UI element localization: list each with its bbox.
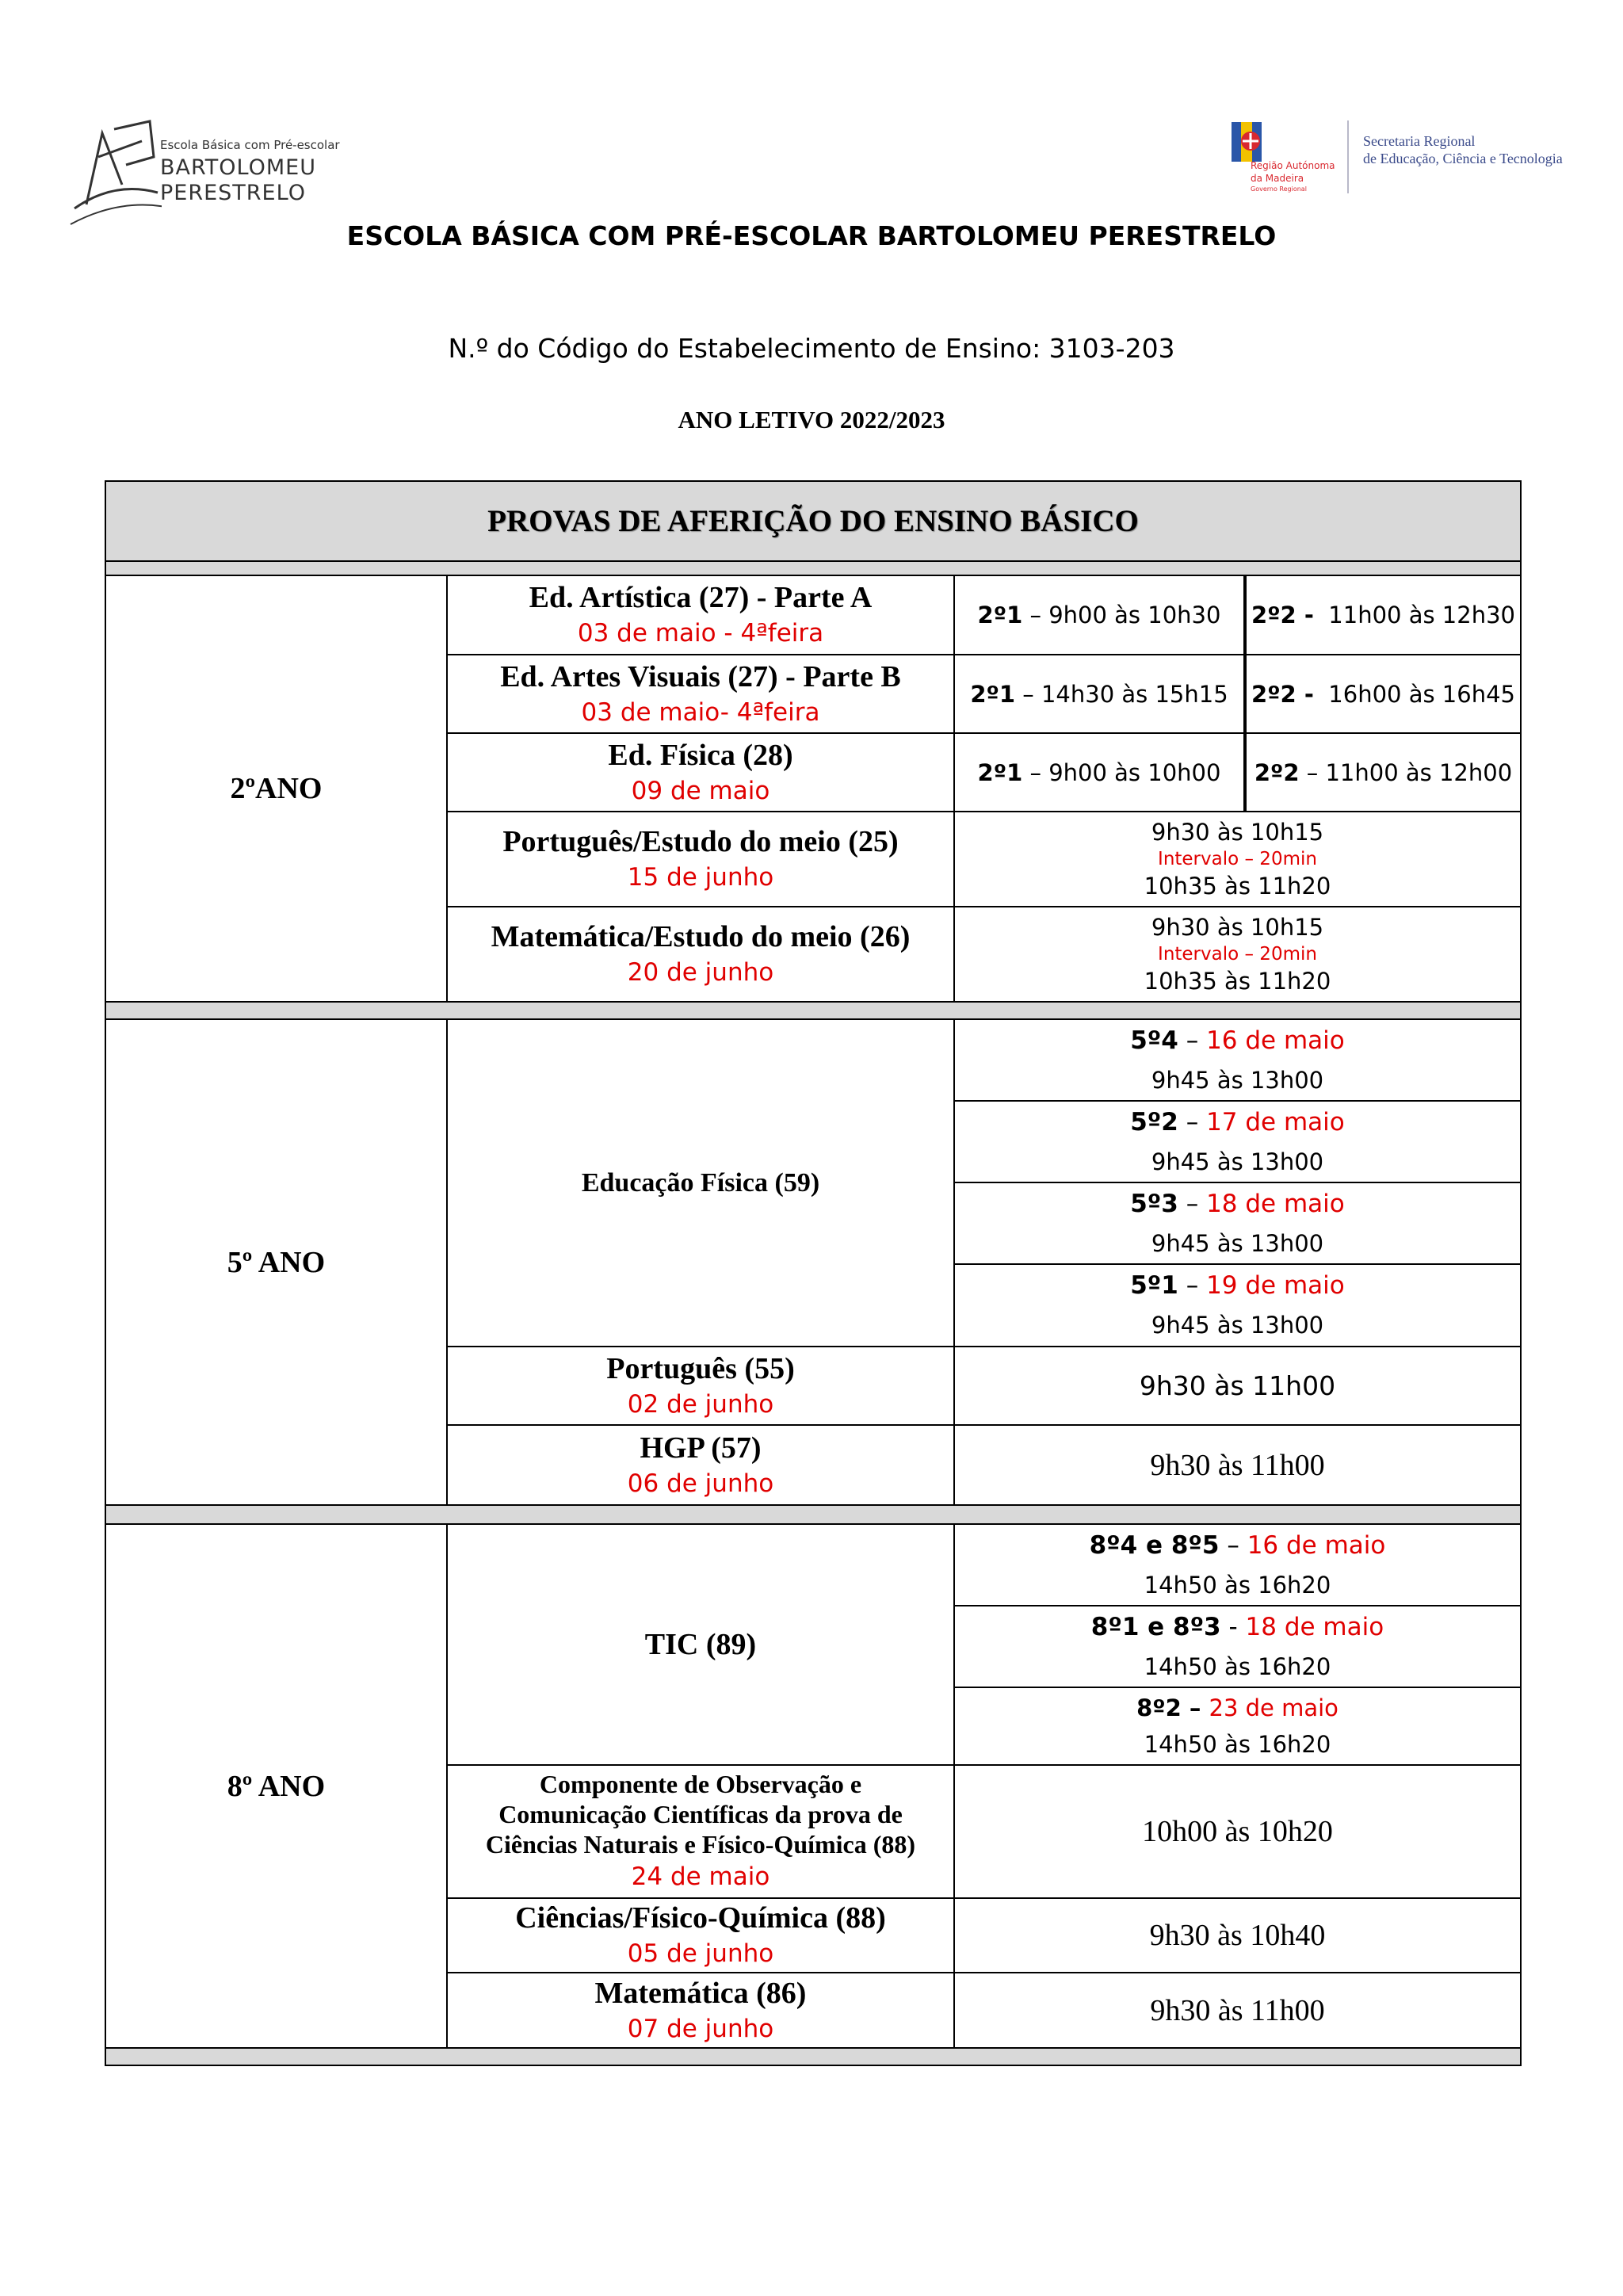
row-componente-observacao <box>448 1766 953 1897</box>
time-second: 10h35 às 11h20 <box>1144 873 1331 900</box>
interval-label: Intervalo – 20min <box>1158 849 1317 869</box>
region-logo-line2: da Madeira <box>1251 173 1304 184</box>
separator-band <box>105 562 1521 575</box>
time-first: 9h30 às 10h15 <box>1151 914 1324 941</box>
interval-label: Intervalo – 20min <box>1158 944 1317 965</box>
slot-date: 17 de maio <box>1206 1107 1345 1137</box>
subject-line: Ciências Naturais e Físico-Química (88) <box>485 1830 916 1859</box>
row-ed-artes-visuais <box>448 655 953 732</box>
class-label: 8º2 <box>1136 1694 1182 1721</box>
separator-band <box>105 1002 1521 1019</box>
subject-name: Matemática/Estudo do meio (26) <box>491 920 911 953</box>
subject-date: 05 de junho <box>627 1939 774 1968</box>
time-block <box>955 907 1520 1001</box>
slot-time: – 11h00 às 12h00 <box>1299 758 1513 786</box>
class-label: 5º4 <box>1130 1026 1178 1055</box>
subject-date: 03 de maio - 4ªfeira <box>577 619 824 648</box>
time-slot <box>955 576 1243 654</box>
ef-slot <box>955 1183 1520 1263</box>
class-label: 2º1 <box>970 680 1016 708</box>
slot-time: 9h30 às 10h40 <box>1149 1919 1326 1952</box>
school-logo-line3: PERESTRELO <box>160 181 306 205</box>
establishment-code: N.º do Código do Estabelecimento de Ensino: 3103-203 <box>448 333 1175 364</box>
row-matematica <box>448 1973 953 2047</box>
subject-name: Ed. Artes Visuais (27) - Parte B <box>500 659 901 693</box>
class-label: 2º2 - <box>1251 680 1314 708</box>
class-label: 2º1 <box>977 602 1023 628</box>
slot-date: 18 de maio <box>1206 1189 1345 1218</box>
row-matematica-estudo-meio <box>448 907 953 1001</box>
slot-time: 14h50 às 16h20 <box>1144 1731 1331 1758</box>
secretaria-line2: de Educação, Ciência e Tecnologia <box>1363 151 1563 166</box>
subject-name: HGP (57) <box>640 1431 762 1465</box>
class-label: 5º1 <box>1130 1271 1178 1300</box>
separator-band <box>105 2048 1521 2065</box>
class-label: 2º1 <box>977 758 1023 786</box>
slot-time: 14h50 às 16h20 <box>1144 1571 1331 1599</box>
separator: – <box>1178 1107 1207 1137</box>
slot-date: 16 de maio <box>1247 1530 1386 1560</box>
class-label: 5º2 <box>1130 1107 1178 1137</box>
subject-line: Comunicação Científicas da prova de <box>498 1800 903 1828</box>
school-name: ESCOLA BÁSICA COM PRÉ-ESCOLAR BARTOLOMEU PERESTRELO <box>346 220 1277 251</box>
time-slot <box>1247 655 1520 732</box>
ef-slot <box>955 1020 1520 1100</box>
slot-time: 11h00 às 12h30 <box>1313 602 1515 628</box>
subject-date: 20 de junho <box>627 958 774 987</box>
time-slot <box>1247 734 1520 811</box>
subject-line: Componente de Observação e <box>539 1770 862 1798</box>
slot-time: 10h00 às 10h20 <box>1142 1815 1333 1848</box>
slot-date: 18 de maio <box>1245 1612 1384 1641</box>
separator: – <box>1178 1189 1207 1218</box>
slot-date: 16 de maio <box>1206 1026 1345 1055</box>
subject-name: Português (55) <box>606 1351 795 1385</box>
time-block <box>955 812 1520 906</box>
year-8-label: 8º ANO <box>227 1769 326 1803</box>
slot-time: 9h30 às 11h00 <box>1150 1448 1325 1482</box>
time-slot <box>1247 576 1520 654</box>
slot-time: 9h45 às 13h00 <box>1151 1229 1324 1257</box>
subject-name: Educação Física (59) <box>581 1167 820 1198</box>
time-first: 9h30 às 10h15 <box>1151 819 1324 846</box>
slot-time: 9h30 às 11h00 <box>1150 1993 1325 2027</box>
year-2-label: 2ºANO <box>230 771 323 805</box>
slot-time: – 9h00 às 10h00 <box>1022 758 1221 786</box>
region-logo-line1: Região Autónoma <box>1251 160 1335 171</box>
time-second: 10h35 às 11h20 <box>1144 968 1331 995</box>
row-ed-artistica <box>448 576 953 654</box>
slot-time: 9h45 às 13h00 <box>1151 1312 1324 1339</box>
separator: – <box>1219 1530 1247 1560</box>
slot-time: 16h00 às 16h45 <box>1313 680 1515 708</box>
class-label: 8º1 e 8º3 <box>1090 1612 1221 1641</box>
row-portugues-estudo-meio <box>448 812 953 906</box>
slot-time: – 14h30 às 15h15 <box>1015 680 1228 708</box>
subject-date: 07 de junho <box>627 2014 774 2043</box>
ef-slot <box>955 1265 1520 1346</box>
slot-date: 19 de maio <box>1206 1271 1345 1300</box>
slot-date: 23 de maio <box>1209 1694 1338 1721</box>
separator: – <box>1181 1694 1209 1721</box>
slot-time: 9h30 às 11h00 <box>1139 1370 1336 1401</box>
row-portugues <box>448 1347 953 1424</box>
ef-slot <box>955 1102 1520 1182</box>
slot-time: 9h45 às 13h00 <box>1151 1066 1324 1094</box>
slot-time: – 9h00 às 10h30 <box>1022 602 1221 628</box>
subject-name: Ed. Artística (27) - Parte A <box>529 581 873 614</box>
row-ed-fisica <box>448 734 953 811</box>
year-5-label: 5º ANO <box>227 1245 326 1279</box>
school-logo-line2: BARTOLOMEU <box>160 155 316 180</box>
table-title: PROVAS DE AFERIÇÃO DO ENSINO BÁSICO <box>487 503 1139 538</box>
slot-time: 9h45 às 13h00 <box>1151 1148 1324 1175</box>
class-label: 5º3 <box>1130 1189 1178 1218</box>
tic-slot <box>955 1525 1520 1605</box>
secretaria-line1: Secretaria Regional <box>1363 133 1476 149</box>
class-label: 2º2 <box>1254 758 1300 786</box>
subject-date: 15 de junho <box>627 863 774 892</box>
subject-date: 24 de maio <box>631 1862 770 1891</box>
separator: – <box>1178 1271 1207 1300</box>
time-slot <box>955 734 1243 811</box>
subject-name: Português/Estudo do meio (25) <box>502 825 899 858</box>
region-logo-line3: Governo Regional <box>1251 185 1307 193</box>
tic-slot <box>955 1688 1520 1764</box>
subject-date: 02 de junho <box>627 1389 774 1419</box>
subject-name: Ciências/Físico-Química (88) <box>515 1901 886 1935</box>
subject-date: 03 de maio- 4ªfeira <box>581 697 820 727</box>
time-slot <box>955 655 1243 732</box>
separator-band <box>105 1505 1521 1524</box>
subject-date: 09 de maio <box>631 776 770 805</box>
separator: - <box>1220 1612 1246 1641</box>
slot-time: 14h50 às 16h20 <box>1144 1652 1331 1680</box>
tic-slot <box>955 1606 1520 1687</box>
subject-name: Ed. Física (28) <box>608 738 793 772</box>
row-ciencias-fq <box>448 1899 953 1972</box>
subject-name: TIC (89) <box>644 1628 757 1661</box>
subject-date: 06 de junho <box>627 1469 774 1498</box>
school-year: ANO LETIVO 2022/2023 <box>678 406 945 434</box>
subject-name: Matemática (86) <box>594 1976 807 2010</box>
class-label: 2º2 - <box>1251 602 1314 628</box>
row-hgp <box>448 1426 953 1504</box>
class-label: 8º4 e 8º5 <box>1089 1530 1220 1560</box>
school-logo-line1: Escola Básica com Pré-escolar <box>160 138 340 152</box>
separator: – <box>1178 1026 1207 1055</box>
